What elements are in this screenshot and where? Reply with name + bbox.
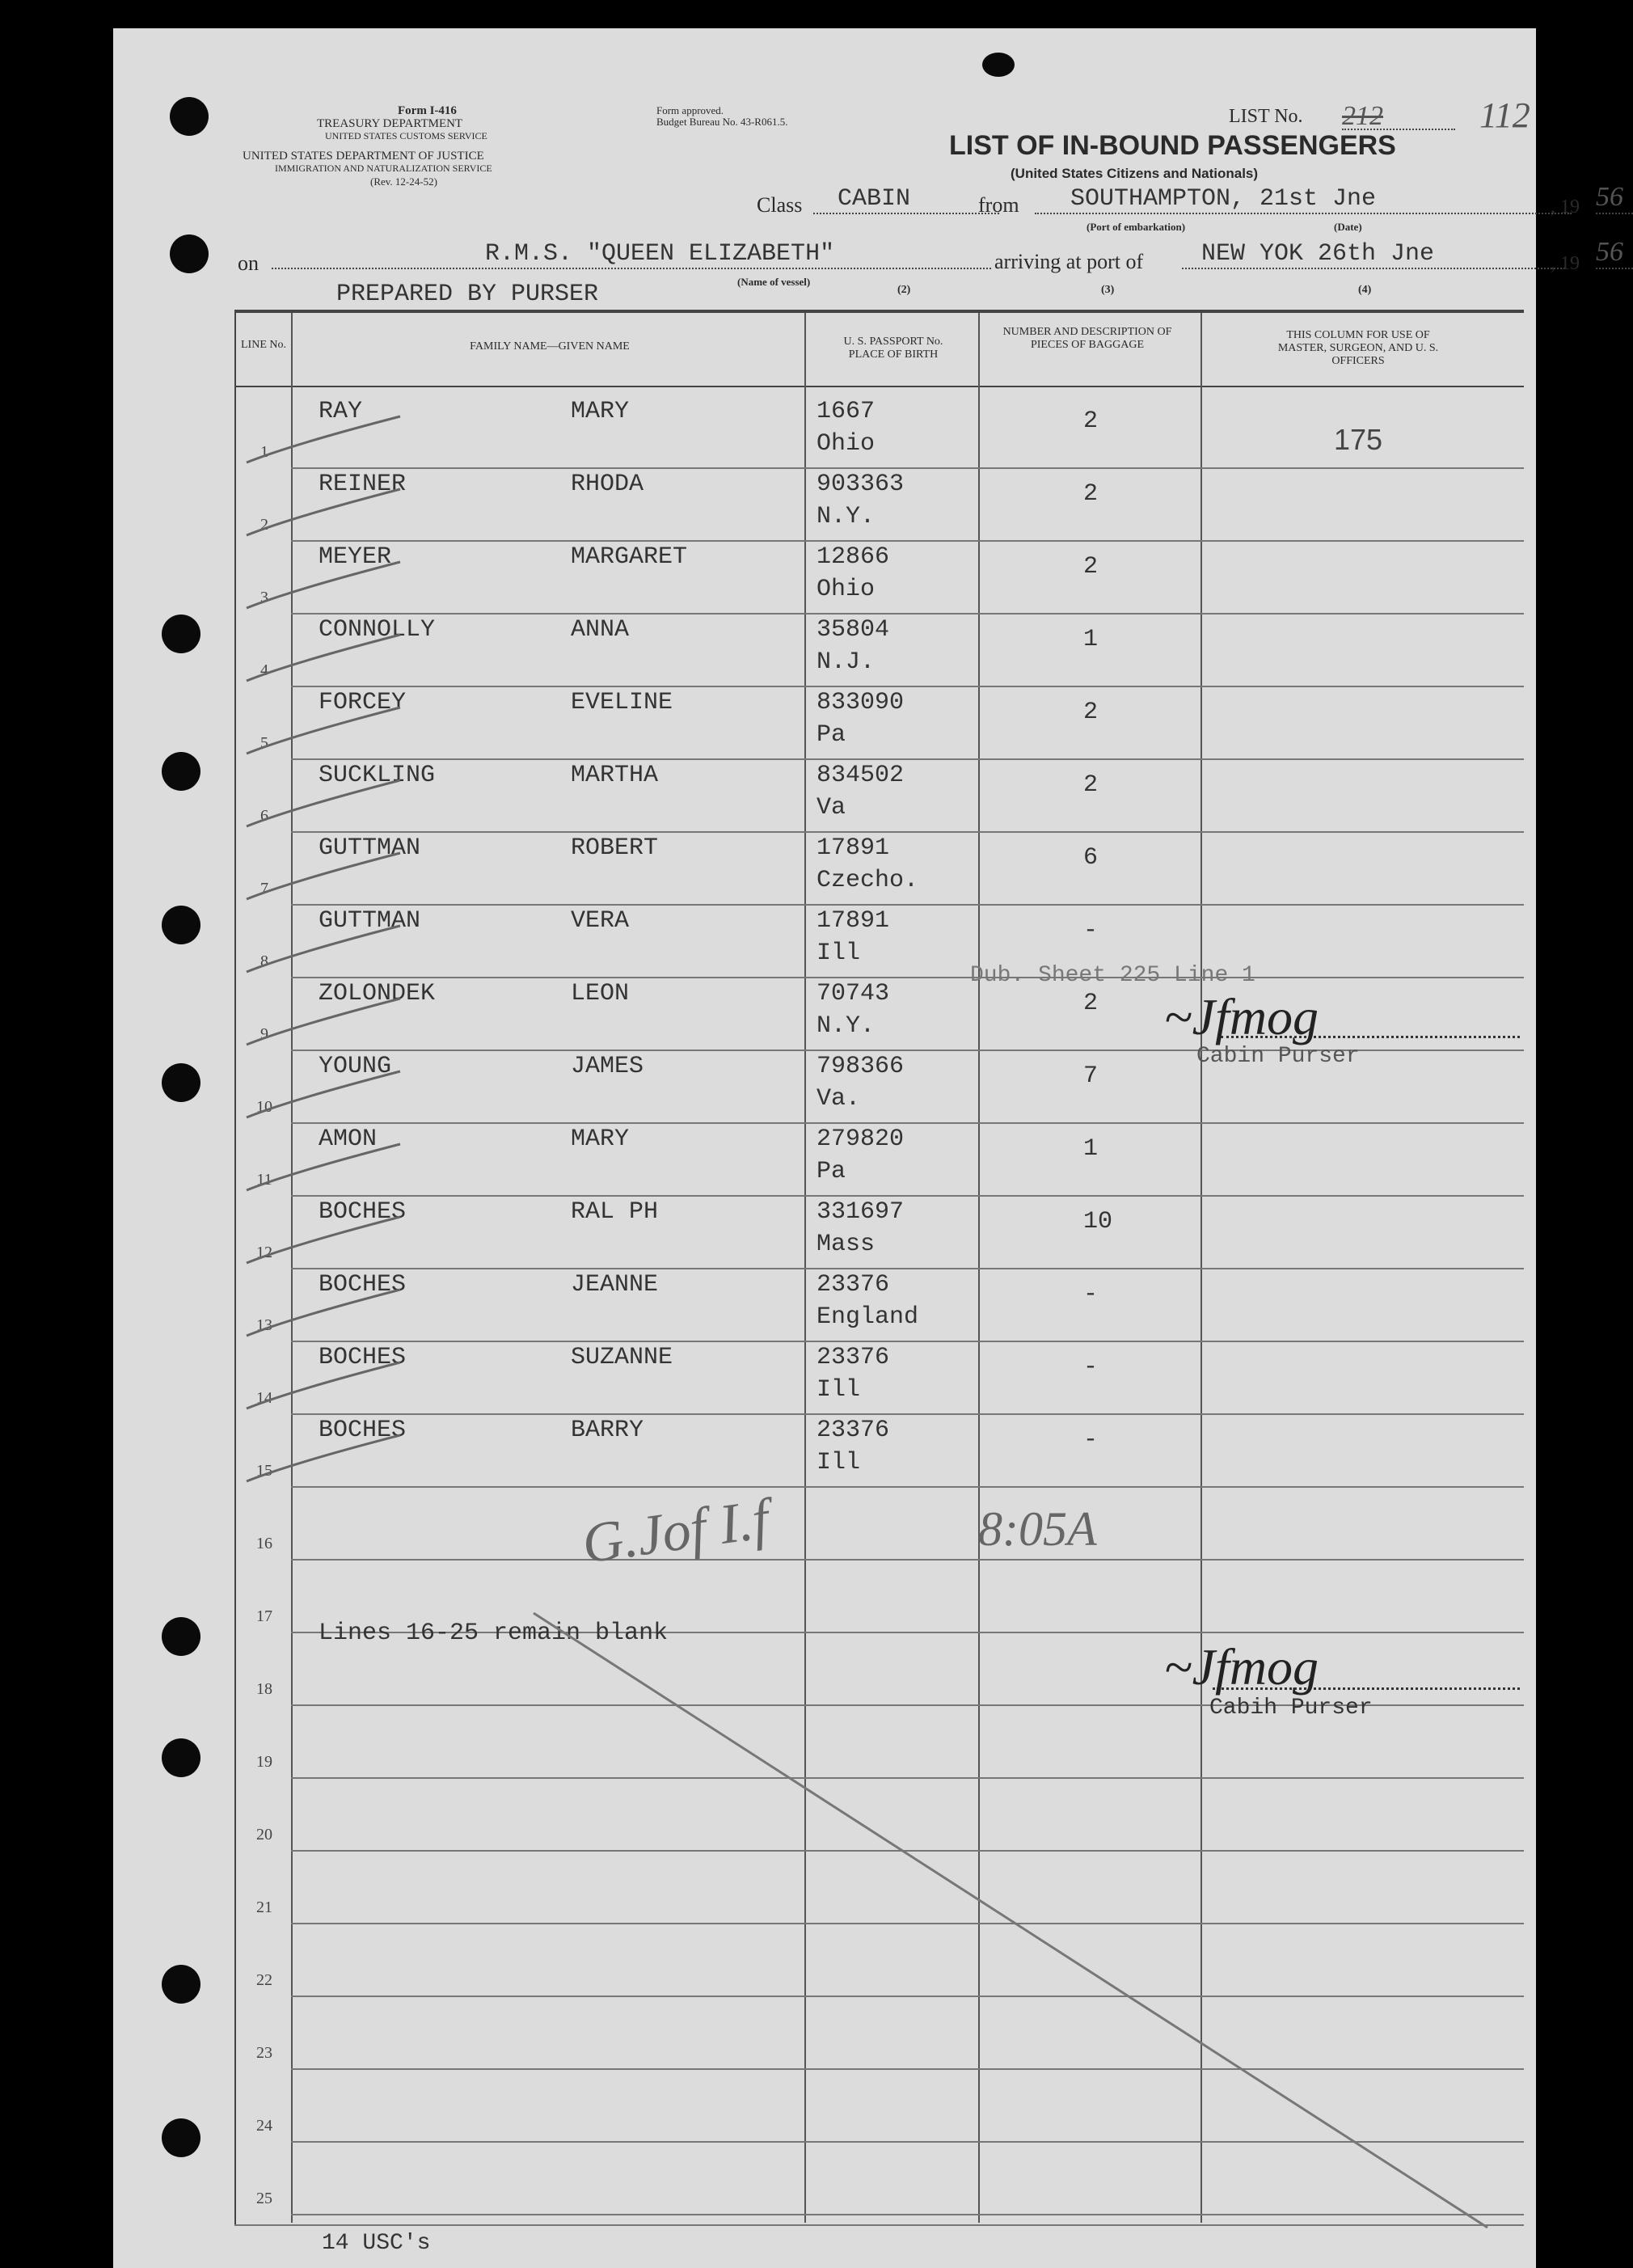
page-subtitle: (United States Citizens and Nationals) — [1011, 166, 1259, 181]
family-name: SUCKLING — [319, 762, 436, 789]
purser-title-1: Cabin Purser — [1196, 1044, 1360, 1069]
passport-number: 903363 — [816, 471, 905, 498]
baggage-count: - — [1083, 917, 1099, 944]
given-name: MARTHA — [571, 762, 659, 789]
line-number: 5 — [260, 734, 268, 752]
handwritten-initials: G.Jof I.f — [578, 1488, 773, 1576]
baggage-count: 2 — [1083, 408, 1099, 435]
baggage-count: 10 — [1083, 1208, 1113, 1235]
given-name: LEON — [571, 980, 630, 1007]
line-number: 9 — [260, 1025, 268, 1043]
baggage-count: - — [1083, 1354, 1099, 1381]
punch-hole — [162, 1617, 200, 1656]
ink-blot — [982, 53, 1015, 77]
purser-signature-2: ~Jfmog — [1164, 1638, 1319, 1696]
line-number: 15 — [256, 1462, 272, 1480]
passport-number: 17891 — [816, 907, 890, 935]
punch-hole — [162, 1063, 200, 1102]
baggage-count: 2 — [1083, 553, 1099, 581]
line-number: 6 — [260, 807, 268, 825]
line-number: 21 — [256, 1898, 272, 1916]
year-1: 56 — [1596, 182, 1633, 214]
list-label: LIST No. — [1229, 106, 1303, 127]
family-name: BOCHES — [319, 1271, 407, 1299]
cancel-diagonal — [113, 28, 1536, 2268]
blank-lines-note: Lines 16-25 remain blank — [319, 1620, 669, 1647]
passport-number: 23376 — [816, 1271, 890, 1299]
place-of-birth: N.J. — [816, 648, 876, 676]
line-number: 16 — [256, 1535, 272, 1552]
family-name: YOUNG — [319, 1053, 392, 1080]
header-passport: U. S. PASSPORT No. PLACE OF BIRTH — [843, 336, 943, 361]
place-of-birth: Pa — [816, 721, 846, 749]
place-of-birth: Mass — [816, 1231, 876, 1258]
line-number: 22 — [256, 1971, 272, 1989]
form-number: Form I-416 — [398, 104, 457, 117]
place-of-birth: England — [816, 1303, 919, 1331]
purser-title-2: Cabih Purser — [1209, 1696, 1373, 1721]
punch-hole — [162, 1965, 200, 2004]
given-name: MARY — [571, 398, 630, 425]
col-2-label: (2) — [897, 284, 911, 296]
list-number: 112 — [1479, 95, 1530, 135]
line-number: 8 — [260, 952, 268, 970]
line-number: 14 — [256, 1389, 272, 1407]
line-number: 17 — [256, 1607, 272, 1625]
embarkation: SOUTHAMPTON, 21st Jne — [1035, 185, 1572, 214]
line-number: 1 — [260, 443, 268, 461]
header-officers: THIS COLUMN FOR USE OF MASTER, SURGEON, AND U. S. OFFICERS — [1277, 329, 1439, 367]
passport-number: 279820 — [816, 1126, 905, 1153]
place-of-birth: Va — [816, 794, 846, 821]
given-name: MARY — [571, 1126, 630, 1153]
place-of-birth: N.Y. — [816, 1012, 876, 1040]
given-name: SUZANNE — [571, 1344, 673, 1371]
line-number: 23 — [256, 2044, 272, 2062]
form-approved: Form approved. — [656, 104, 724, 116]
line-number: 12 — [256, 1244, 272, 1261]
list-number-struck: 212 — [1342, 101, 1383, 131]
passport-number: 833090 — [816, 689, 905, 716]
given-name: EVELINE — [571, 689, 673, 716]
line-number: 2 — [260, 516, 268, 534]
from-label: from — [978, 193, 1019, 217]
family-name: MEYER — [319, 543, 392, 571]
given-name: RAL PH — [571, 1198, 659, 1226]
baggage-count: - — [1083, 1281, 1099, 1308]
dept-justice-sub: IMMIGRATION AND NATURALIZATION SERVICE — [275, 163, 492, 174]
given-name: VERA — [571, 907, 630, 935]
passport-number: 12866 — [816, 543, 890, 571]
punch-hole — [162, 752, 200, 791]
dept-treasury: TREASURY DEPARTMENT — [317, 117, 463, 130]
year-prefix-2: , 19 — [1551, 253, 1580, 274]
family-name: AMON — [319, 1126, 378, 1153]
baggage-count: 2 — [1083, 990, 1099, 1017]
family-name: BOCHES — [319, 1198, 407, 1226]
on-label: on — [238, 251, 259, 275]
passport-number: 1667 — [816, 398, 876, 425]
passport-number: 331697 — [816, 1198, 905, 1226]
place-of-birth: Ill — [816, 940, 861, 967]
vessel-label: (Name of vessel) — [737, 276, 811, 288]
passport-number: 23376 — [816, 1344, 890, 1371]
given-name: JAMES — [571, 1053, 644, 1080]
place-of-birth: Ohio — [816, 430, 876, 458]
handwritten-time: 8:05A — [978, 1502, 1097, 1556]
baggage-count: 7 — [1083, 1062, 1099, 1090]
header-name: FAMILY NAME—GIVEN NAME — [470, 340, 630, 353]
arrival-port: NEW YOK 26th Jne — [1182, 240, 1565, 269]
header-line: LINE No. — [241, 339, 286, 351]
punch-hole — [170, 97, 209, 136]
passport-number: 23376 — [816, 1417, 890, 1444]
line-number: 3 — [260, 589, 268, 606]
line-number: 7 — [260, 880, 268, 897]
place-of-birth: Ill — [816, 1449, 861, 1476]
place-of-birth: Va. — [816, 1085, 861, 1113]
place-of-birth: Ill — [816, 1376, 861, 1404]
arriving-label: arriving at port of — [994, 250, 1144, 273]
class-label: Class — [757, 193, 803, 217]
given-name: ANNA — [571, 616, 630, 644]
family-name: ZOLONDEK — [319, 980, 436, 1007]
place-of-birth: Czecho. — [816, 867, 919, 894]
passport-number: 17891 — [816, 834, 890, 862]
dept-justice: UNITED STATES DEPARTMENT OF JUSTICE — [243, 150, 484, 163]
given-name: MARGARET — [571, 543, 688, 571]
line-number: 18 — [256, 1680, 272, 1698]
header-baggage: NUMBER AND DESCRIPTION OF PIECES OF BAGGAGE — [1002, 326, 1172, 351]
year-2: 56 — [1596, 237, 1633, 269]
line-number: 25 — [256, 2190, 272, 2207]
class-value: CABIN — [813, 185, 999, 214]
punch-hole — [162, 1738, 200, 1777]
line-number: 11 — [256, 1171, 272, 1189]
line-number: 24 — [256, 2117, 272, 2135]
dept-treasury-sub: UNITED STATES CUSTOMS SERVICE — [325, 130, 487, 141]
passport-number: 35804 — [816, 616, 890, 644]
family-name: BOCHES — [319, 1417, 407, 1444]
revision: (Rev. 12-24-52) — [370, 175, 437, 188]
baggage-count: 2 — [1083, 771, 1099, 799]
family-name: FORCEY — [319, 689, 407, 716]
port-embarkation-label: (Port of embarkation) — [1087, 221, 1186, 233]
place-of-birth: Ohio — [816, 576, 876, 603]
punch-hole — [162, 2118, 200, 2157]
given-name: JEANNE — [571, 1271, 659, 1299]
family-name: BOCHES — [319, 1344, 407, 1371]
year-prefix-1: , 19 — [1551, 196, 1580, 218]
officer-number: 175 — [1334, 423, 1383, 456]
family-name: GUTTMAN — [319, 907, 421, 935]
col-4-label: (4) — [1358, 284, 1372, 296]
line-number: 4 — [260, 661, 268, 679]
budget-number: Budget Bureau No. 43-R061.5. — [656, 116, 788, 128]
given-name: ROBERT — [571, 834, 659, 862]
place-of-birth: Pa — [816, 1158, 846, 1185]
family-name: CONNOLLY — [319, 616, 436, 644]
punch-hole — [170, 234, 209, 273]
date-label: (Date) — [1334, 221, 1362, 233]
passport-number: 834502 — [816, 762, 905, 789]
place-of-birth: N.Y. — [816, 503, 876, 530]
line-number: 13 — [256, 1316, 272, 1334]
family-name: REINER — [319, 471, 407, 498]
prepared-by: PREPARED BY PURSER — [336, 281, 599, 308]
given-name: RHODA — [571, 471, 644, 498]
baggage-count: - — [1083, 1426, 1099, 1454]
vessel-name: R.M.S. "QUEEN ELIZABETH" — [272, 240, 991, 269]
passport-number: 798366 — [816, 1053, 905, 1080]
line-number: 20 — [256, 1826, 272, 1844]
baggage-count: 2 — [1083, 480, 1099, 508]
dup-note: Dub. Sheet 225 Line 1 — [970, 963, 1255, 988]
purser-signature-1: ~Jfmog — [1164, 988, 1319, 1045]
passport-number: 70743 — [816, 980, 890, 1007]
family-name: GUTTMAN — [319, 834, 421, 862]
baggage-count: 2 — [1083, 699, 1099, 726]
punch-hole — [162, 615, 200, 653]
manifest-page — [113, 28, 1623, 2268]
baggage-count: 6 — [1083, 844, 1099, 872]
line-number: 19 — [256, 1753, 272, 1771]
given-name: BARRY — [571, 1417, 644, 1444]
line-number: 10 — [256, 1098, 272, 1116]
baggage-count: 1 — [1083, 626, 1099, 653]
family-name: RAY — [319, 398, 363, 425]
footer-usc-count: 14 USC's — [322, 2231, 431, 2256]
page-title: LIST OF IN-BOUND PASSENGERS — [949, 130, 1396, 161]
baggage-count: 1 — [1083, 1135, 1099, 1163]
punch-hole — [162, 906, 200, 944]
col-3-label: (3) — [1101, 284, 1115, 296]
